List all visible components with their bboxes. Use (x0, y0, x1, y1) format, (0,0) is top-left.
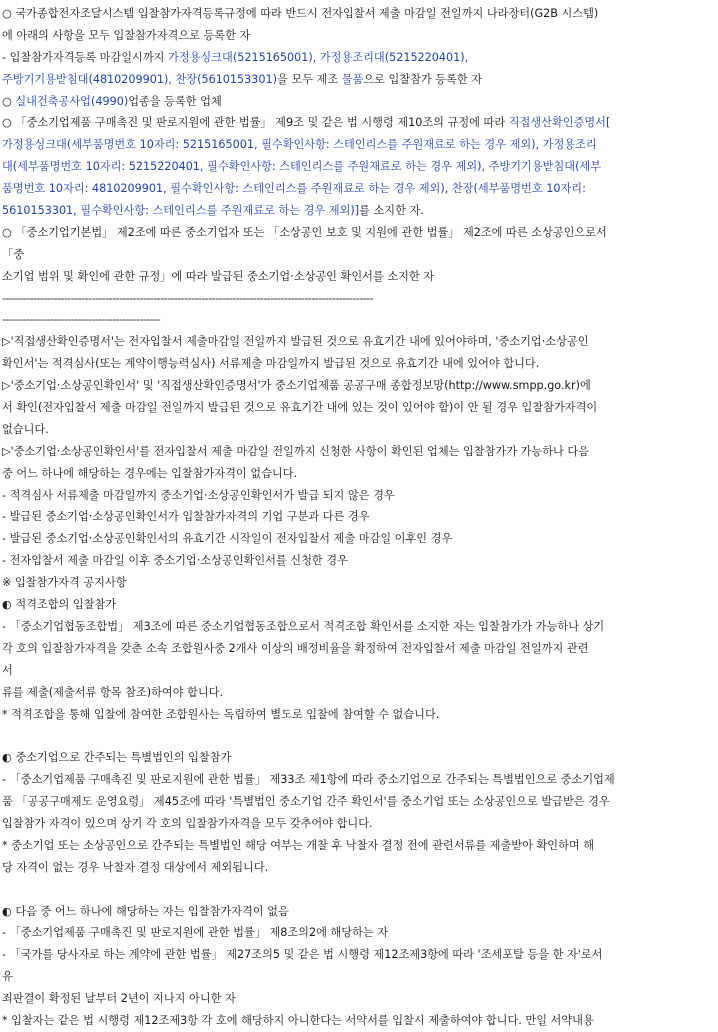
line-text: 류를 제출(제출서류 항목 참조)하여야 합니다. (2, 685, 224, 699)
line-text: - 「국가를 당사자로 하는 계약에 관한 법률」 제27조의5 및 같은 법 시행령 제12조제3항에 따라 '조세포탈 등을 한 자'로서 (2, 948, 603, 962)
text-line (2, 572, 716, 594)
text-line (2, 375, 716, 397)
text-line (2, 222, 716, 244)
blank-line (2, 725, 716, 747)
line-text: ※ 입찰참가자격 공지사항 (2, 576, 127, 590)
line-text: ◐ 중소기업으로 간주되는 특별법인의 입찰참가 (2, 751, 232, 765)
text-line (2, 156, 716, 178)
line-text: 각 호의 입찰참가자격을 갖춘 소속 조합원사중 2개사 이상의 배정비율을 확정하여 전자입찰서 제출 마감일 전일까지 관련 (2, 641, 589, 655)
text-line (2, 419, 716, 441)
text-line (2, 134, 716, 156)
text-line (2, 769, 716, 791)
highlighted-text: 가정용싱크대(세부품명번호 10자리: 5215165001, 필수확인사항: 스테인리스를 주원재료로 하는 경우 제외), 가정용조리 (2, 138, 597, 152)
highlighted-text: 주방기기용받침대(4810209901), 찬장(5610153301) (2, 72, 277, 86)
highlighted-text: 가정용싱크대(5215165001), 가정용조리대(5215220401), (168, 50, 469, 64)
text-line (2, 91, 716, 113)
text-line (2, 528, 716, 550)
text-line (2, 485, 716, 507)
text-line (2, 3, 716, 25)
line-text: ▷'직접생산확인증명서'는 전자입찰서 제출마감일 전일까지 발급된 것으로 유효기간 내에 있어야하며, '중소기업·소상공인 (2, 335, 589, 349)
text-line (2, 353, 716, 375)
line-text: 에 아래의 사항을 모두 입찰참가자격으로 등록한 자 (2, 28, 251, 42)
line-text: * 입찰자는 같은 법 시행령 제12조제3항 각 호에 해당하지 아니한다는 서약서를 입찰시 제출하여야 합니다. 만일 서약내용 (2, 1013, 594, 1027)
text-line (2, 857, 716, 879)
line-text: 확인서'는 적격심사(또는 계약이행능력심사) 서류제출 마감일까지 발급된 것으로 유효기간 내에 있어야 합니다. (2, 357, 540, 371)
line-text: - 「중소기업협동조합법」 제3조에 따른 중소기업협동조합으로서 적격조합 확인서를 소지한 자는 입찰참가가 가능하나 상기 (2, 619, 605, 633)
line-text: * 적격조합을 통해 입찰에 참여한 조합원사는 독립하여 별도로 입찰에 참여할 수 없습니다. (2, 707, 440, 721)
text-line (2, 550, 716, 572)
text-line (2, 25, 716, 47)
text-line (2, 594, 716, 616)
highlighted-text: 물품 (341, 72, 364, 86)
text-line (2, 704, 716, 726)
text-line (2, 112, 716, 134)
text-line (2, 638, 716, 660)
line-text: ○ (2, 94, 16, 108)
highlighted-text: 품명번호 10자리: 4810209901, 필수확인사항: 스테인리스를 주원재료로 하는 경우 제외), 찬장(세부품명번호 10자리: (2, 182, 586, 196)
text-line (2, 288, 716, 310)
text-line (2, 200, 716, 222)
line-text: 업종을 등록한 업체 (128, 94, 222, 108)
highlighted-text: 5610153301, 필수확인사항: 스테인리스를 주원재료로 하는 경우 제외)] (2, 204, 360, 218)
line-text: 죄판결이 확정된 날부터 2년이 지나지 아니한 자 (2, 992, 236, 1006)
line-text: 소기업 범위 및 확인에 관한 규정」에 따라 발급된 중소기업·소상공인 확인서를 소지한 자 (2, 269, 435, 283)
line-text: ○ 「중소기업제품 구매촉진 및 판로지원에 관한 법률」 제9조 및 같은 법 시행령 제10조의 규정에 따라 (2, 116, 509, 130)
text-line (2, 463, 716, 485)
text-line (2, 901, 716, 923)
line-text: 「중 (2, 247, 24, 261)
text-line (2, 966, 716, 988)
line-text: - 발급된 중소기업·소상공인확인서의 유효기간 시작일이 전자입찰서 제출 마감일 이후인 경우 (2, 532, 453, 546)
line-text: ○ 「중소기업기본법」 제2조에 따른 중소기업자 또는 「소상공인 보호 및 지원에 관한 법률」 제2조에 따른 소상공인으로서 (2, 225, 607, 239)
text-line (2, 47, 716, 69)
text-line (2, 835, 716, 857)
text-line (2, 791, 716, 813)
text-line (2, 397, 716, 419)
text-line (2, 944, 716, 966)
line-text: 입찰참가 자격이 있으며 상기 각 호의 입찰참가자격을 모두 갖추어야 합니다. (2, 816, 373, 830)
text-line (2, 309, 716, 331)
line-text: - 전자입찰서 제출 마감일 이후 중소기업·소상공인확인서를 신청한 경우 (2, 554, 348, 568)
line-text: 을 모두 제조 (277, 72, 342, 86)
blank-line (2, 879, 716, 901)
text-line (2, 178, 716, 200)
line-text: ◐ 다음 중 어느 하나에 해당하는 자는 입찰참가자격이 없음 (2, 904, 289, 918)
line-text: 유 (2, 970, 13, 984)
line-text: 당 자격이 없는 경우 낙찰자 결정 대상에서 제외됩니다. (2, 860, 269, 874)
line-text: 으로 입찰참가 등록한 자 (363, 72, 483, 86)
text-line (2, 69, 716, 91)
line-text: 없습니다. (2, 422, 49, 436)
highlighted-text: 실내건축공사업(4990) (15, 94, 129, 108)
text-line (2, 660, 716, 682)
line-text: - 적격심사 서류제출 마감일까지 중소기업·소상공인확인서가 발급 되지 않은 경우 (2, 488, 395, 502)
separator-rule: ------------------------------------------------------------------------------------------------------------ (2, 291, 374, 305)
line-text: 서 (2, 663, 13, 677)
highlighted-text: 대(세부품명번호 10자리: 5215220401, 필수확인사항: 스테인리스를 주원재료로 하는 경우 제외), 주방기기용받침대(세부 (2, 160, 602, 174)
line-text: - 「중소기업제품 구매촉진 및 판로지원에 관한 법률」 제33조 제1항에 따라 중소기업으로 간주되는 특별법인으로 중소기업제 (2, 773, 615, 787)
line-text: ◐ 적격조합의 입찰참가 (2, 598, 117, 612)
separator-rule: ---------------------------------------------- (2, 313, 161, 327)
line-text: ○ 국가종합전자조달시스템 입찰참가자격등록규정에 따라 반드시 전자입찰서 제출 마감일 전일까지 나라장터(G2B 시스템) (2, 7, 599, 20)
text-line (2, 616, 716, 638)
line-text: - 입찰참가자격등록 마감일시까지 (2, 50, 169, 64)
text-line (2, 988, 716, 1010)
line-text: - 발급된 중소기업·소상공인확인서가 입찰참가자격의 기업 구분과 다른 경우 (2, 510, 370, 524)
text-line (2, 441, 716, 463)
text-line (2, 813, 716, 835)
line-text: 서 확인(전자입찰서 제출 마감일 전일까지 발급된 것으로 유효기간 내에 있는 것이 있어야 함)이 안 될 경우 입찰참가자격이 (2, 401, 598, 415)
line-text: - 「중소기업제품 구매촉진 및 판로지원에 관한 법률」 제8조의2에 해당하는 자 (2, 926, 389, 940)
text-line (2, 244, 716, 266)
text-line (2, 266, 716, 288)
line-text: 를 소지한 자. (359, 204, 424, 218)
line-text: ▷'중소기업·소상공인확인서'를 전자입찰서 제출 마감일 전일까지 신청한 사항이 확인된 업체는 입찰참가가 가능하나 다음 (2, 444, 589, 458)
text-line (2, 331, 716, 353)
line-text: * 중소기업 또는 소상공인으로 간주되는 특별법인 해당 여부는 개찰 후 낙찰자 결정 전에 관련서류를 제출받아 확인하며 해 (2, 838, 595, 852)
text-line (2, 922, 716, 944)
line-text: 중 어느 하나에 해당하는 경우에는 입찰참가자격이 없습니다. (2, 466, 298, 480)
line-text: ▷'중소기업·소상공인확인서' 및 '직접생산확인증명서'가 중소기업제품 공공구매 종합정보망(http://www.smpp.go.kr)에 (2, 379, 591, 393)
text-line (2, 747, 716, 769)
line-text: 품 「공공구매제도 운영요령」 제45조에 따라 '특별법인 중소기업 간주 확인서'를 중소기업 또는 소상공인으로 발급받은 경우 (2, 795, 610, 809)
text-line (2, 1010, 716, 1032)
text-line (2, 506, 716, 528)
text-line (2, 682, 716, 704)
highlighted-text: 직접생산확인증명서[ (508, 116, 611, 130)
